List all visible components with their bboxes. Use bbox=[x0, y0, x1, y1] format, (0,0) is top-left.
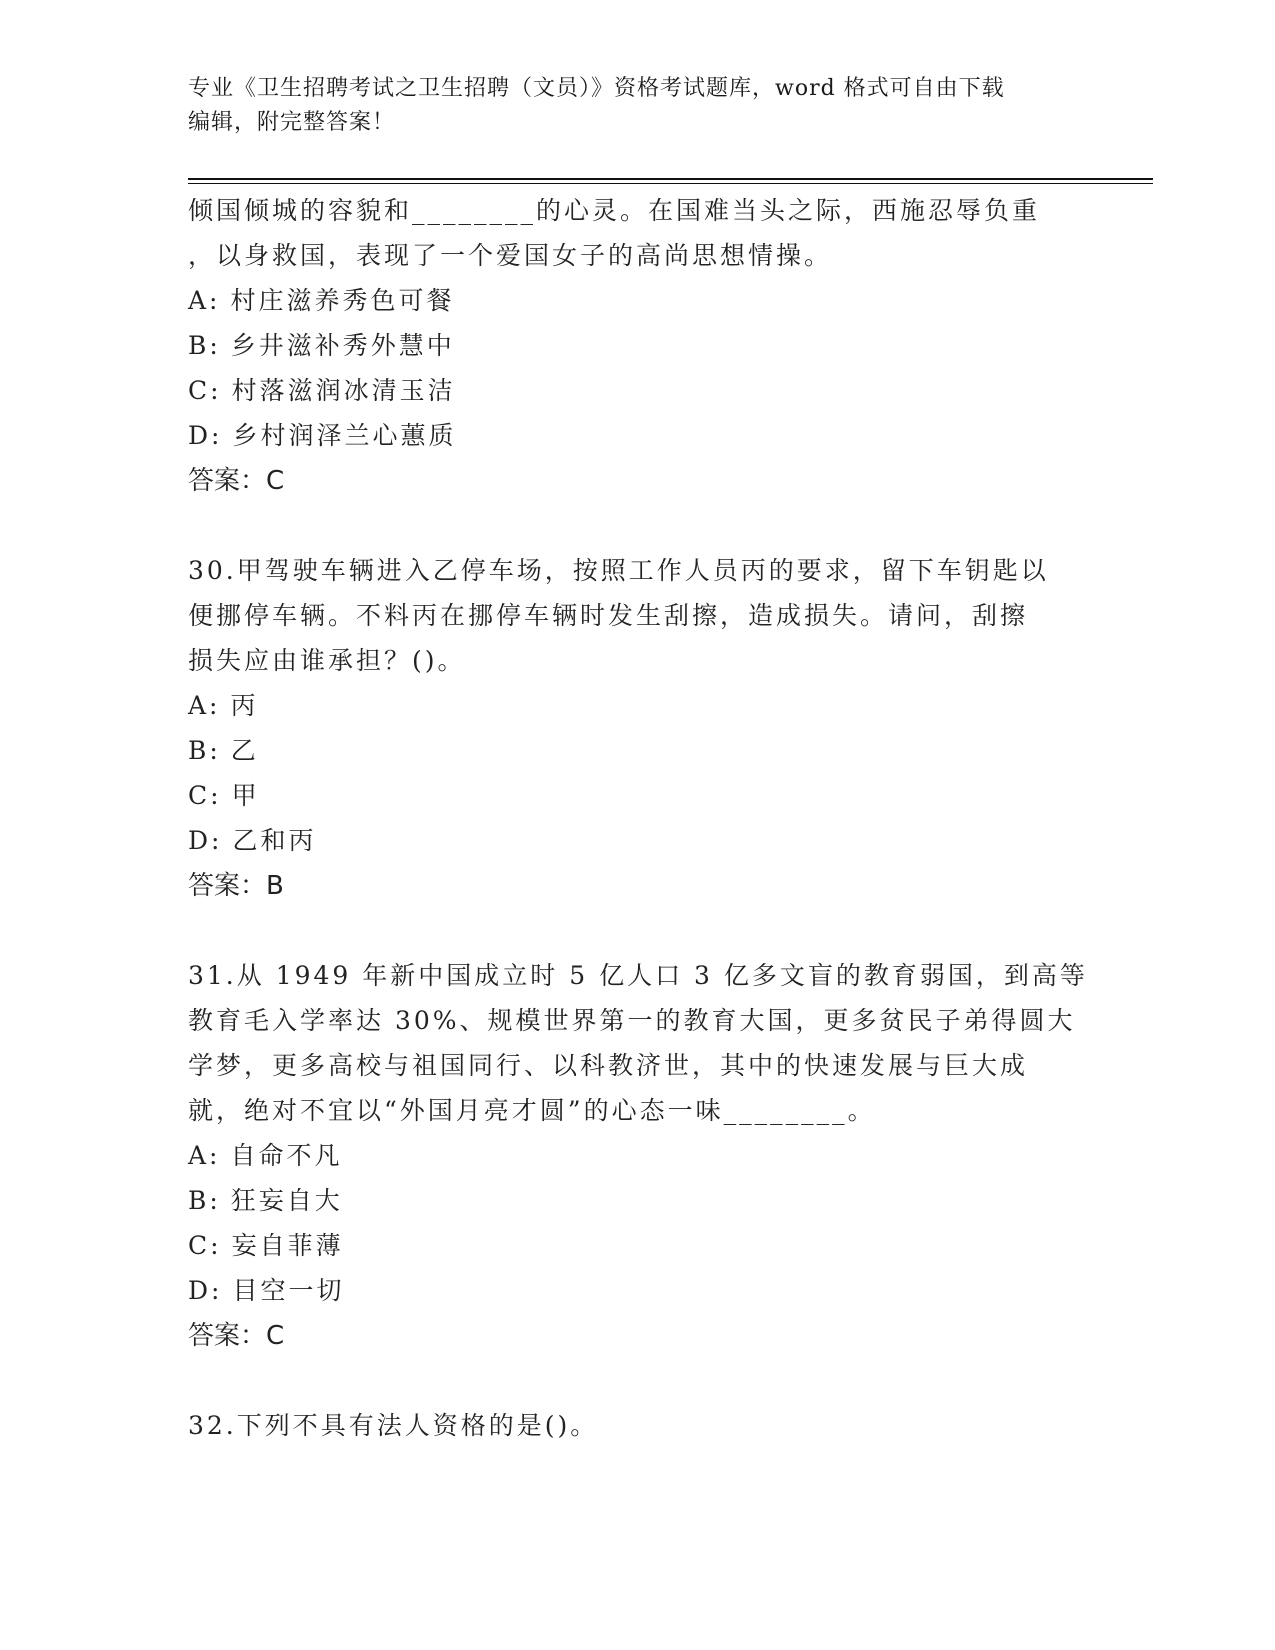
option-key: D: bbox=[188, 1276, 223, 1305]
question-text-line: 教育毛入学率达 30%、规模世界第一的教育大国，更多贫民子弟得圆大 bbox=[188, 1006, 1076, 1035]
question-32 bbox=[188, 1403, 1088, 1448]
header-divider-thick bbox=[188, 178, 1153, 180]
option-c bbox=[188, 1223, 1088, 1268]
question-29 bbox=[188, 188, 1088, 504]
option-c bbox=[188, 368, 1088, 413]
question-30 bbox=[188, 548, 1088, 909]
question-31 bbox=[188, 953, 1088, 1359]
answer-line: 答案：C bbox=[188, 466, 285, 496]
option-text: 丙 bbox=[230, 691, 259, 720]
document-header bbox=[188, 72, 1088, 140]
option-text: 乡井滋补秀外慧中 bbox=[230, 331, 455, 360]
option-key: A: bbox=[188, 286, 221, 315]
header-line-2: 编辑，附完整答案！ bbox=[188, 110, 396, 135]
option-text: 乙和丙 bbox=[232, 826, 317, 855]
option-text: 甲 bbox=[231, 781, 260, 810]
question-text-line: 32.下列不具有法人资格的是()。 bbox=[188, 1411, 599, 1440]
question-text-line: 便挪停车辆。不料丙在挪停车辆时发生刮擦，造成损失。请问，刮擦 bbox=[188, 601, 1029, 630]
option-key: D: bbox=[188, 421, 223, 450]
option-b bbox=[188, 1178, 1088, 1223]
option-text: 狂妄自大 bbox=[230, 1186, 343, 1215]
option-a bbox=[188, 683, 1088, 728]
option-text: 村落滋润冰清玉洁 bbox=[231, 376, 456, 405]
option-key: B: bbox=[188, 1186, 221, 1215]
header-line-1: 专业《卫生招聘考试之卫生招聘（文员）》资格考试题库，word 格式可自由下载 bbox=[188, 76, 1005, 101]
option-key: C: bbox=[188, 376, 222, 405]
option-key: A: bbox=[188, 1141, 221, 1170]
spacer bbox=[188, 504, 1088, 548]
option-text: 乡村润泽兰心蕙质 bbox=[232, 421, 457, 450]
option-b bbox=[188, 323, 1088, 368]
question-text-line: 学梦，更多高校与祖国同行、以科教济世，其中的快速发展与巨大成 bbox=[188, 1051, 1029, 1080]
option-d bbox=[188, 413, 1088, 458]
option-text: 乙 bbox=[230, 736, 259, 765]
option-key: C: bbox=[188, 1231, 222, 1260]
answer-line: 答案：B bbox=[188, 871, 284, 901]
option-key: B: bbox=[188, 331, 221, 360]
option-text: 目空一切 bbox=[232, 1276, 345, 1305]
question-list bbox=[188, 188, 1088, 1448]
question-text-line: 损失应由谁承担？()。 bbox=[188, 646, 466, 675]
option-key: A: bbox=[188, 691, 221, 720]
answer-line: 答案：C bbox=[188, 1321, 285, 1351]
option-key: D: bbox=[188, 826, 223, 855]
option-text: 村庄滋养秀色可餐 bbox=[230, 286, 455, 315]
option-d bbox=[188, 1268, 1088, 1313]
question-text-line: 30.甲驾驶车辆进入乙停车场，按照工作人员丙的要求，留下车钥匙以 bbox=[188, 556, 1049, 585]
question-text-line: 31.从 1949 年新中国成立时 5 亿人口 3 亿多文盲的教育弱国，到高等 bbox=[188, 961, 1088, 990]
option-key: B: bbox=[188, 736, 221, 765]
option-text: 妄自菲薄 bbox=[231, 1231, 344, 1260]
option-a bbox=[188, 1133, 1088, 1178]
option-d bbox=[188, 818, 1088, 863]
spacer bbox=[188, 1359, 1088, 1403]
option-b bbox=[188, 728, 1088, 773]
option-c bbox=[188, 773, 1088, 818]
option-a bbox=[188, 278, 1088, 323]
question-text-line: 就，绝对不宜以“外国月亮才圆”的心态一味________。 bbox=[188, 1096, 876, 1125]
header-divider-thin bbox=[188, 183, 1153, 184]
question-text-line: ，以身救国，表现了一个爱国女子的高尚思想情操。 bbox=[188, 241, 833, 270]
question-text-line: 倾国倾城的容貌和________的心灵。在国难当头之际，西施忍辱负重 bbox=[188, 196, 1041, 225]
option-text: 自命不凡 bbox=[230, 1141, 343, 1170]
option-key: C: bbox=[188, 781, 222, 810]
spacer bbox=[188, 909, 1088, 953]
